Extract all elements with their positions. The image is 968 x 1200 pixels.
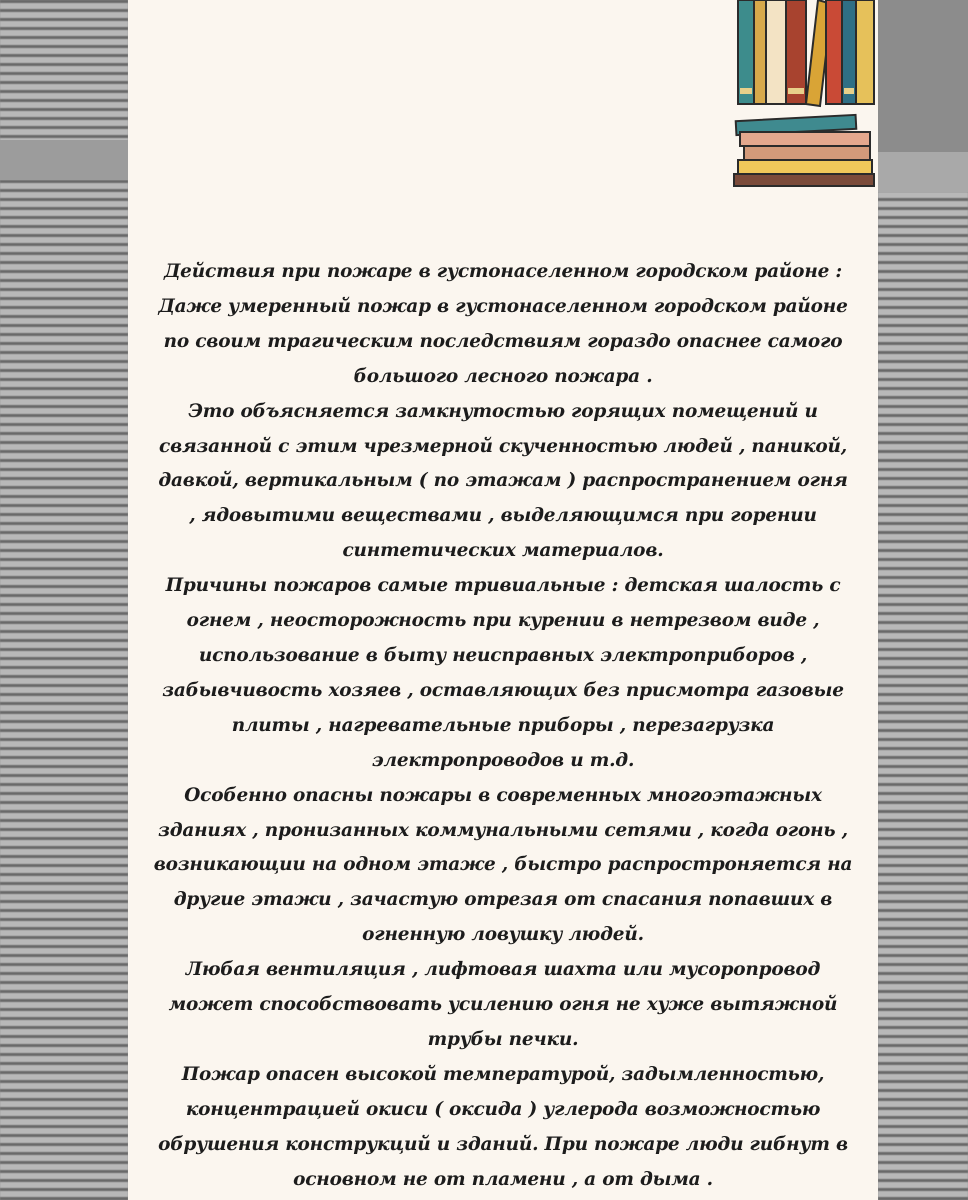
text-line: Особенно опасны пожары в современных многоэтажных [184, 784, 822, 806]
text-line: другие этажи , зачастую отрезая от спасания попавших в [173, 889, 833, 911]
text-line: Причины пожаров самые тривиальные : детская шалость с [165, 575, 841, 597]
text-line: использование в быту неисправных электроприборов , [198, 644, 808, 666]
text-line: трубы печки. [427, 1028, 579, 1050]
text-line: плиты , нагревательные приборы , перезагрузка [231, 714, 775, 736]
text-line: основном не от пламени , а от дыма . [293, 1168, 713, 1190]
background-block-right [878, 0, 968, 152]
text-line: электропроводов и т.д. [371, 749, 635, 771]
text-line: Пожар опасен высокой температурой, задымленностью, [181, 1063, 825, 1085]
text-line: давкой, вертикальным ( по этажам ) распространением огня [158, 470, 848, 492]
text-line: огненную ловушку людей. [362, 924, 644, 946]
background-band-right [878, 152, 968, 192]
text-line: огнем , неосторожность при курении в нетрезвом виде , [186, 610, 820, 632]
text-line: забывчивость хозяев , оставляющих без присмотра газовые [162, 679, 844, 701]
text-line: зданиях , пронизанных коммунальными сетями , когда огонь , [158, 819, 848, 841]
fire-safety-text [140, 255, 866, 1197]
text-line: по своим трагическим последствиям гораздо опаснее самого [163, 330, 843, 352]
text-line: связанной с этим чрезмерной скученностью людей , паникой, [159, 435, 847, 457]
text-line: большого лесного пожара . [353, 365, 653, 387]
books-stack-icon [730, 0, 880, 190]
text-line: Даже умеренный пожар в густонаселенном городском районе [158, 295, 848, 317]
background-newspaper-left [0, 0, 128, 1200]
text-line: Действия при пожаре в густонаселенном городском районе : [163, 261, 843, 282]
text-line: Это объясняется замкнутостью горящих помещений и [188, 400, 818, 422]
text-line: синтетических материалов. [342, 540, 664, 562]
text-line: , ядовытими веществами , выделяющимся при горении [189, 505, 817, 527]
text-line: концентрацией окиси ( оксида ) углерода возможностью [185, 1098, 821, 1120]
text-line: Любая вентиляция , лифтовая шахта или мусоропровод [185, 959, 821, 981]
text-line: обрушения конструкций и зданий. При пожаре люди гибнут в [158, 1133, 848, 1155]
text-line: может способствовать усилению огня не хуже вытяжной [168, 994, 838, 1016]
background-band-left [0, 140, 128, 180]
text-line: возникающии на одном этаже , быстро распростроняется на [153, 854, 853, 876]
